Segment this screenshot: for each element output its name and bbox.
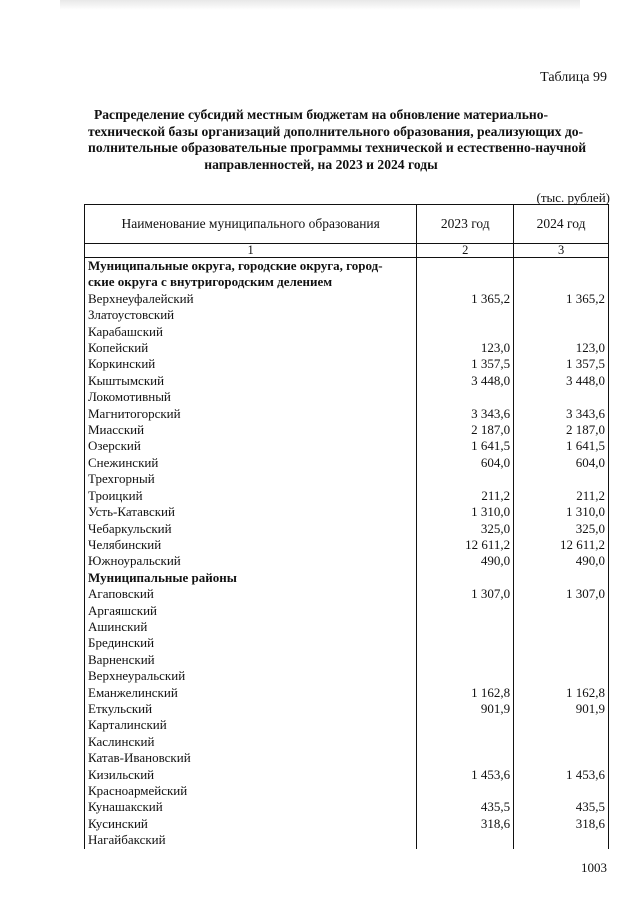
value-2024 — [514, 717, 609, 733]
value-2023: 123,0 — [417, 340, 514, 356]
table-row — [85, 816, 609, 832]
empty-cell — [417, 570, 514, 586]
value-2024: 3 343,6 — [514, 406, 609, 422]
value-2023: 12 611,2 — [417, 537, 514, 553]
column-header-municipality: Наименование муниципального образования — [85, 205, 417, 244]
table-row — [85, 832, 609, 848]
value-2023 — [417, 652, 514, 668]
value-2024: 1 641,5 — [514, 438, 609, 454]
municipality-name: Кыштымский — [85, 373, 417, 389]
value-2023: 3 343,6 — [417, 406, 514, 422]
municipality-name: Карабашский — [85, 324, 417, 340]
municipality-name: Троицкий — [85, 488, 417, 504]
municipality-name: Верхнеуральский — [85, 668, 417, 684]
value-2023: 2 187,0 — [417, 422, 514, 438]
value-2023 — [417, 635, 514, 651]
municipality-name: Нагайбакский — [85, 832, 417, 848]
table-row — [85, 356, 609, 372]
municipality-name: Варненский — [85, 652, 417, 668]
table-row — [85, 537, 609, 553]
municipality-name: Кизильский — [85, 767, 417, 783]
value-2023: 1 357,5 — [417, 356, 514, 372]
table-row — [85, 291, 609, 307]
value-2023 — [417, 734, 514, 750]
municipality-name: Златоустовский — [85, 307, 417, 323]
table-row — [85, 750, 609, 766]
municipality-name: Агаповский — [85, 586, 417, 602]
value-2023: 1 310,0 — [417, 504, 514, 520]
units-label: (тыс. рублей) — [536, 190, 610, 205]
table-row — [85, 373, 609, 389]
value-2023 — [417, 471, 514, 487]
value-2023 — [417, 389, 514, 405]
column-number-row — [85, 244, 609, 258]
table-row — [85, 471, 609, 487]
table-row — [85, 619, 609, 635]
value-2024: 318,6 — [514, 816, 609, 832]
table-row — [85, 701, 609, 717]
table-row — [85, 406, 609, 422]
value-2023: 1 641,5 — [417, 438, 514, 454]
table-row — [85, 422, 609, 438]
value-2023 — [417, 783, 514, 799]
municipality-name: Челябинский — [85, 537, 417, 553]
municipality-name: Коркинский — [85, 356, 417, 372]
municipality-name: Чебаркульский — [85, 521, 417, 537]
table-row — [85, 799, 609, 815]
value-2024 — [514, 832, 609, 848]
municipality-name: Усть-Катавский — [85, 504, 417, 520]
municipality-name: Аргаяшский — [85, 603, 417, 619]
value-2024 — [514, 668, 609, 684]
municipality-name: Южноуральский — [85, 553, 417, 569]
table-row — [85, 438, 609, 454]
value-2024: 901,9 — [514, 701, 609, 717]
value-2023: 1 307,0 — [417, 586, 514, 602]
municipality-name: Локомотивный — [85, 389, 417, 405]
value-2024 — [514, 603, 609, 619]
group-label — [85, 258, 417, 291]
column-number: 2 — [417, 244, 514, 258]
value-2024 — [514, 783, 609, 799]
municipality-name: Еманжелинский — [85, 685, 417, 701]
table-row — [85, 504, 609, 520]
municipality-name: Кусинский — [85, 816, 417, 832]
table-row — [85, 340, 609, 356]
table-row — [85, 603, 609, 619]
municipality-name: Карталинский — [85, 717, 417, 733]
document-title — [88, 107, 587, 173]
table-row — [85, 652, 609, 668]
value-2024: 604,0 — [514, 455, 609, 471]
table-row — [85, 717, 609, 733]
value-2023: 325,0 — [417, 521, 514, 537]
value-2024: 1 162,8 — [514, 685, 609, 701]
value-2024 — [514, 652, 609, 668]
value-2023: 1 365,2 — [417, 291, 514, 307]
value-2023 — [417, 324, 514, 340]
scan-edge-shadow — [60, 0, 580, 10]
value-2024 — [514, 324, 609, 340]
table-row — [85, 389, 609, 405]
value-2023 — [417, 717, 514, 733]
value-2023 — [417, 668, 514, 684]
municipality-name: Брединский — [85, 635, 417, 651]
table-row — [85, 783, 609, 799]
value-2023: 318,6 — [417, 816, 514, 832]
municipality-name: Снежинский — [85, 455, 417, 471]
value-2024: 1 357,5 — [514, 356, 609, 372]
page-number: 1003 — [581, 860, 607, 875]
table-row — [85, 488, 609, 504]
column-number: 3 — [514, 244, 609, 258]
value-2024: 211,2 — [514, 488, 609, 504]
value-2023: 435,5 — [417, 799, 514, 815]
value-2024: 325,0 — [514, 521, 609, 537]
value-2024 — [514, 389, 609, 405]
table-body — [85, 258, 609, 849]
title-line: направленностей, на 2023 и 2024 годы — [204, 156, 438, 172]
value-2023: 3 448,0 — [417, 373, 514, 389]
value-2024: 3 448,0 — [514, 373, 609, 389]
title-line: технической базы организаций дополнительного образования, реализующих до- — [88, 123, 584, 139]
column-header-2023: 2023 год — [417, 205, 514, 244]
value-2023: 1 162,8 — [417, 685, 514, 701]
value-2024: 490,0 — [514, 553, 609, 569]
table-number-label: Таблица 99 — [540, 70, 607, 85]
group-row-municipal-okrugs — [85, 258, 609, 291]
subsidy-table — [84, 204, 609, 849]
municipality-name: Красноармейский — [85, 783, 417, 799]
table-row — [85, 685, 609, 701]
table-row — [85, 307, 609, 323]
value-2023: 901,9 — [417, 701, 514, 717]
empty-cell — [417, 258, 514, 291]
table-row — [85, 635, 609, 651]
table-row — [85, 455, 609, 471]
municipality-name: Катав-Ивановский — [85, 750, 417, 766]
table-row — [85, 553, 609, 569]
table-header-row — [85, 205, 609, 244]
municipality-name: Еткульский — [85, 701, 417, 717]
municipality-name: Трехгорный — [85, 471, 417, 487]
value-2023: 211,2 — [417, 488, 514, 504]
table-row — [85, 521, 609, 537]
column-number: 1 — [85, 244, 417, 258]
municipality-name: Магнитогорский — [85, 406, 417, 422]
value-2024: 1 365,2 — [514, 291, 609, 307]
municipality-name: Миасский — [85, 422, 417, 438]
value-2024: 1 307,0 — [514, 586, 609, 602]
value-2024: 2 187,0 — [514, 422, 609, 438]
value-2023: 1 453,6 — [417, 767, 514, 783]
value-2023 — [417, 750, 514, 766]
value-2023 — [417, 832, 514, 848]
value-2024: 1 453,6 — [514, 767, 609, 783]
municipality-name: Озерский — [85, 438, 417, 454]
empty-cell — [514, 570, 609, 586]
value-2024: 123,0 — [514, 340, 609, 356]
municipality-name: Верхнеуфалейский — [85, 291, 417, 307]
table-row — [85, 668, 609, 684]
municipality-name: Копейский — [85, 340, 417, 356]
value-2024 — [514, 750, 609, 766]
value-2023: 604,0 — [417, 455, 514, 471]
municipality-name: Ашинский — [85, 619, 417, 635]
table-row — [85, 586, 609, 602]
value-2023 — [417, 603, 514, 619]
group-label: Муниципальные районы — [85, 570, 417, 586]
value-2024 — [514, 471, 609, 487]
group-label-line: ские округа с внутригородским делением — [88, 274, 333, 290]
value-2024: 12 611,2 — [514, 537, 609, 553]
value-2024: 435,5 — [514, 799, 609, 815]
title-line: Распределение субсидий местным бюджетам на обновление материально- — [93, 107, 549, 122]
value-2023: 490,0 — [417, 553, 514, 569]
column-header-2024: 2024 год — [514, 205, 609, 244]
title-line: полнительные образовательные программы технической и естественно-научной — [88, 140, 587, 156]
group-row-municipal-districts — [85, 570, 609, 586]
table-row — [85, 734, 609, 750]
value-2024 — [514, 635, 609, 651]
municipality-name: Кунашакский — [85, 799, 417, 815]
value-2023 — [417, 307, 514, 323]
table-row — [85, 767, 609, 783]
value-2024 — [514, 619, 609, 635]
value-2024 — [514, 307, 609, 323]
group-label-line: Муниципальные округа, городские округа, город- — [88, 258, 383, 273]
value-2024: 1 310,0 — [514, 504, 609, 520]
empty-cell — [514, 258, 609, 291]
municipality-name: Каслинский — [85, 734, 417, 750]
table-row — [85, 324, 609, 340]
value-2024 — [514, 734, 609, 750]
value-2023 — [417, 619, 514, 635]
